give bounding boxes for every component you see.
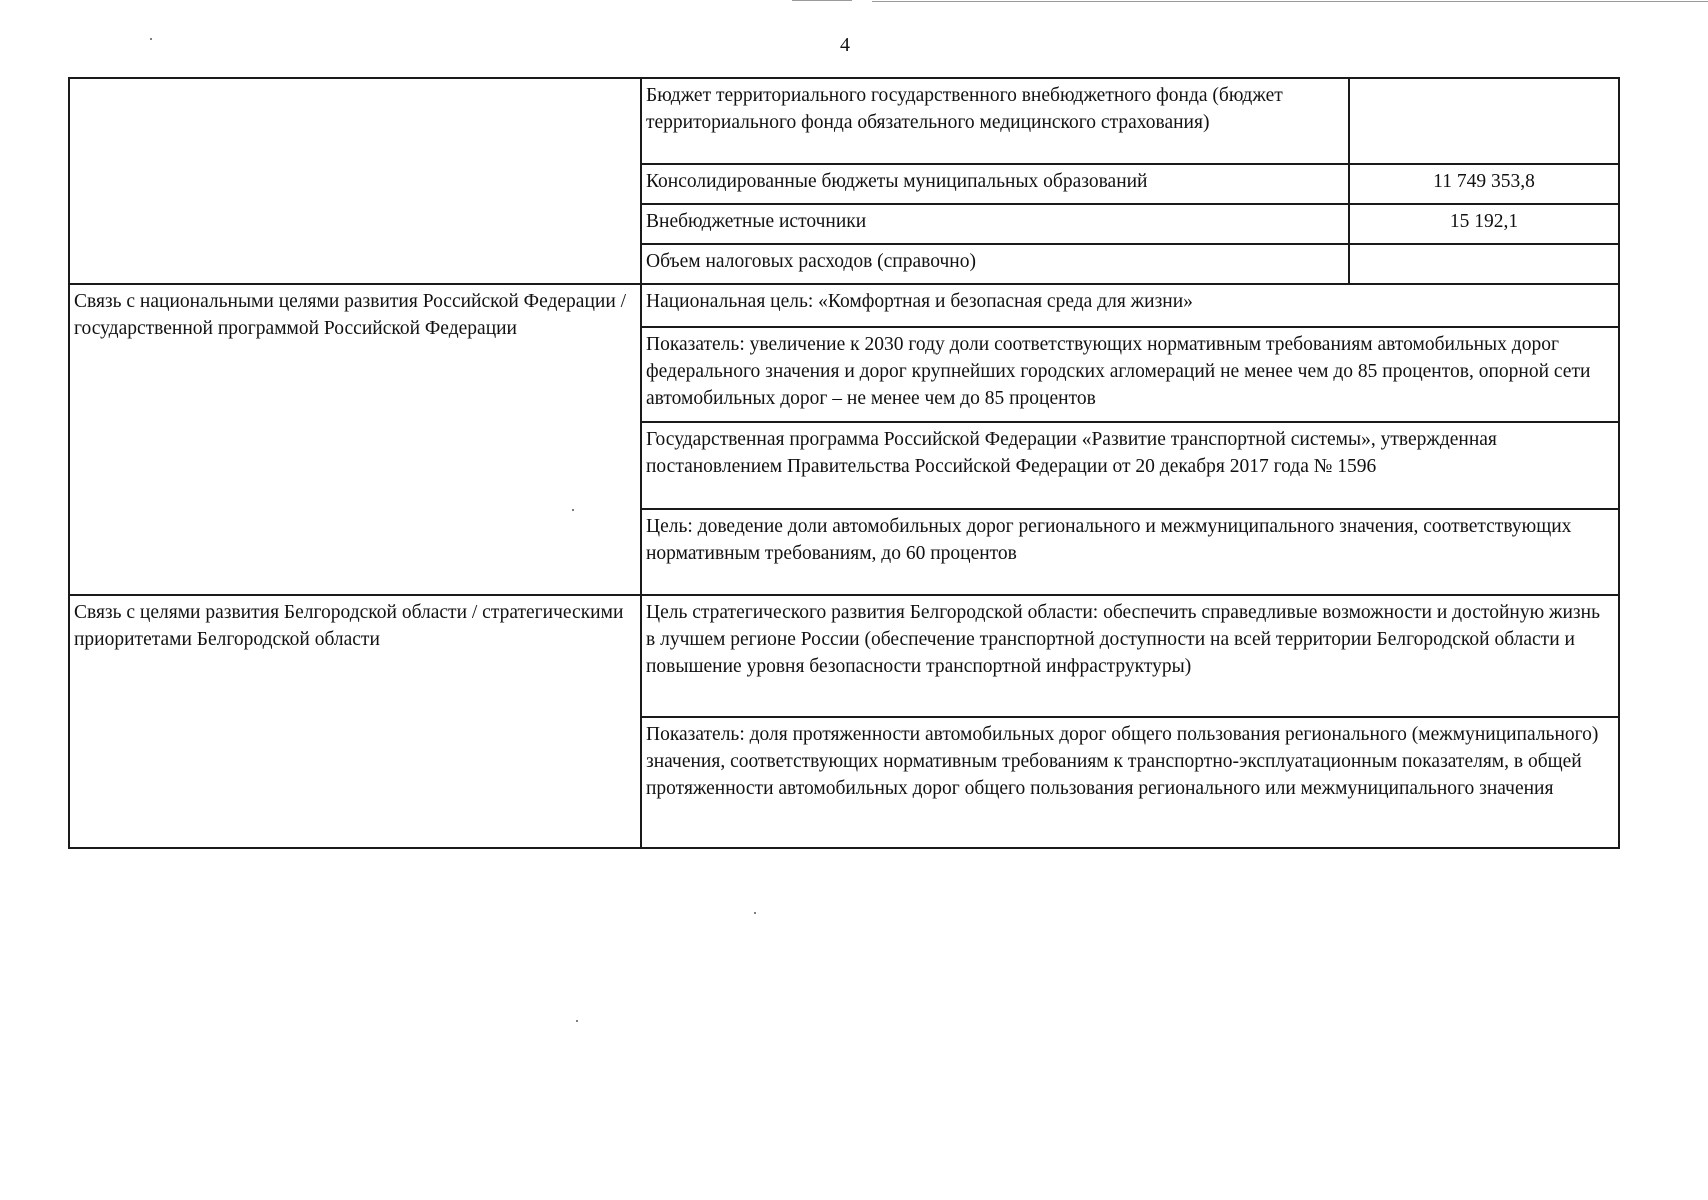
regional-goals-label: Связь с целями развития Белгородской области / стратегическими приоритетами Белгородской области <box>69 595 641 848</box>
scan-line <box>792 0 852 1</box>
table-row <box>69 284 1619 327</box>
regional-goal-item: Показатель: доля протяженности автомобильных дорог общего пользования регионального (межмуниципального) значения, соответствующих нормативным требованиям к транспортно-эксплуатационным показателям, в общей протяженности автомобильных дорог общего пользования регионального или межмуниципального значения <box>641 717 1619 848</box>
scan-line <box>872 1 1708 2</box>
regional-goal-item: Цель стратегического развития Белгородской области: обеспечить справедливые возможности и достойную жизнь в лучшем регионе России (обеспечение транспортной доступности на всей территории Белгородской области и повышение уровня безопасности транспортной инфраструктуры) <box>641 595 1619 717</box>
page-number: 4 <box>840 34 850 56</box>
scan-speck <box>150 38 152 40</box>
national-goals-label: Связь с национальными целями развития Российской Федерации / государственной программой Российской Федерации <box>69 284 641 595</box>
table-row <box>69 78 1619 164</box>
national-goal-item: Показатель: увеличение к 2030 году доли соответствующих нормативным требованиям автомобильных дорог федерального значения и дорог крупнейших городских агломераций не менее чем до 85 процентов, опорной сети автомобильных дорог – не менее чем до 85 процентов <box>641 327 1619 422</box>
funding-amount: 15 192,1 <box>1349 204 1619 244</box>
table-row <box>69 595 1619 717</box>
funding-source-label: Консолидированные бюджеты муниципальных образований <box>641 164 1349 204</box>
scan-speck <box>572 509 574 511</box>
national-goal-item: Государственная программа Российской Федерации «Развитие транспортной системы», утвержденная постановлением Правительства Российской Федерации от 20 декабря 2017 года № 1596 <box>641 422 1619 509</box>
passport-table <box>68 77 1620 849</box>
funding-amount <box>1349 244 1619 284</box>
funding-source-label: Внебюджетные источники <box>641 204 1349 244</box>
funding-source-label: Бюджет территориального государственного внебюджетного фонда (бюджет территориального фонда обязательного медицинского страхования) <box>641 78 1349 164</box>
scan-speck <box>576 1020 578 1022</box>
empty-left-cell <box>69 78 641 284</box>
funding-source-label: Объем налоговых расходов (справочно) <box>641 244 1349 284</box>
national-goal-item: Национальная цель: «Комфортная и безопасная среда для жизни» <box>641 284 1619 327</box>
funding-amount: 11 749 353,8 <box>1349 164 1619 204</box>
scan-speck <box>754 912 756 914</box>
funding-amount <box>1349 78 1619 164</box>
national-goal-item: Цель: доведение доли автомобильных дорог регионального и межмуниципального значения, соответствующих нормативным требованиям, до 60 процентов <box>641 509 1619 595</box>
